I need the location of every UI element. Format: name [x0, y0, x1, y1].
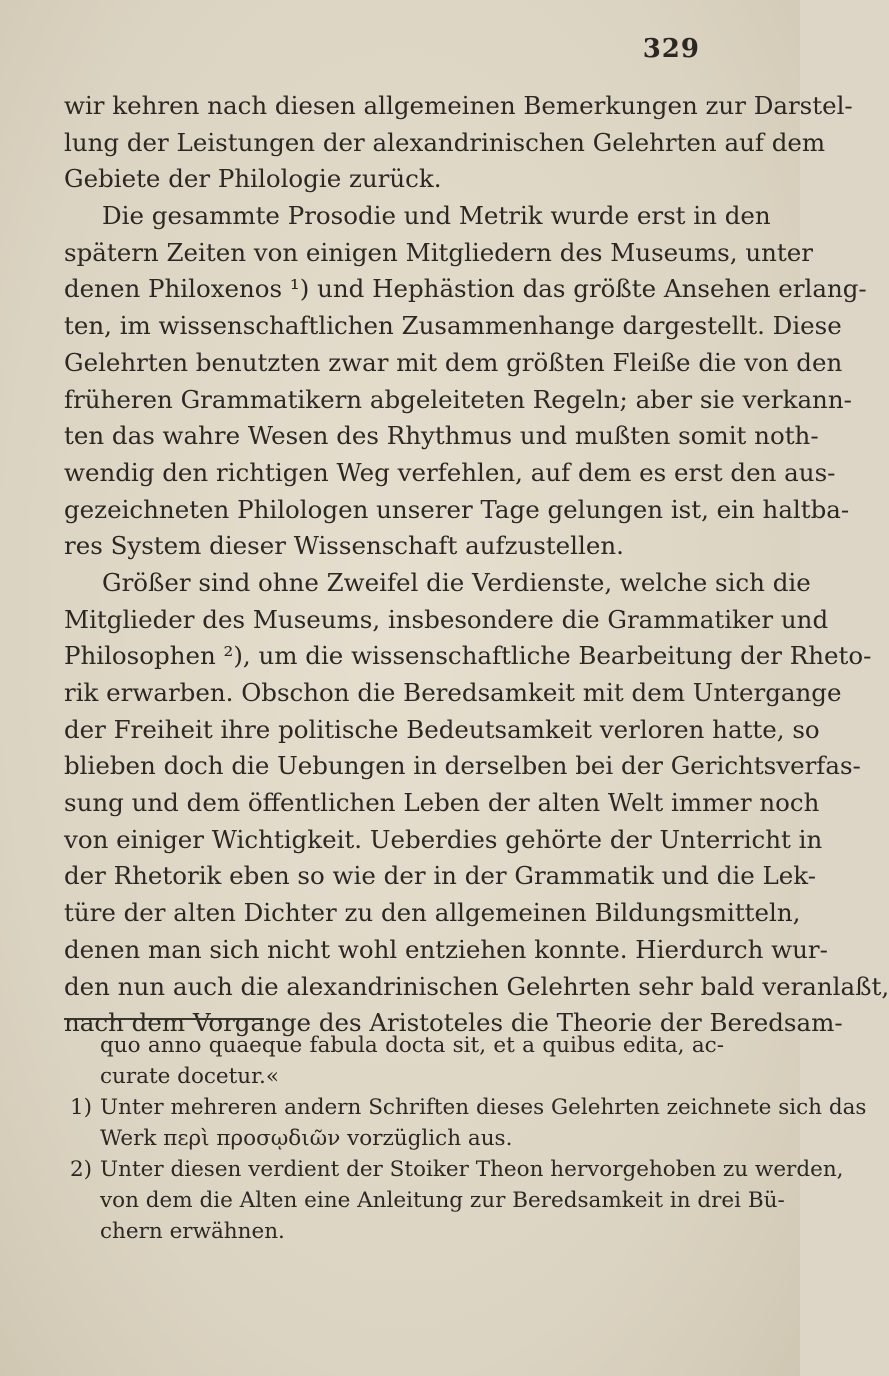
text-line: spätern Zeiten von einigen Mitgliedern des Museums, unter — [64, 237, 813, 267]
text-line: ten, im wissenschaftlichen Zusammenhange dargestellt. Diese — [64, 311, 842, 341]
text-line: sung und dem öffentlichen Leben der alten Welt immer noch — [64, 788, 820, 818]
footnote-line — [64, 1185, 785, 1216]
text-line: früheren Grammatikern abgeleiteten Regeln; aber sie verkann- — [64, 384, 852, 414]
footnote-line — [64, 1216, 724, 1247]
text-line: der Rhetorik eben so wie der in der Grammatik und die Lek- — [64, 861, 816, 891]
text-line: nach dem Vorgange des Aristoteles die Theorie der Beredsam- — [64, 1008, 843, 1038]
text-line: Die gesammte Prosodie und Metrik wurde erst in den — [102, 201, 771, 231]
footnote-text: Unter mehreren andern Schriften dieses Gelehrten zeichnete sich das — [100, 1095, 867, 1120]
footnote-text: curate docetur.« — [100, 1064, 280, 1089]
text-line: gezeichneten Philologen unserer Tage gelungen ist, ein haltba- — [64, 494, 850, 524]
footnote-line — [64, 1030, 724, 1061]
text-line: Gebiete der Philologie zurück. — [64, 164, 442, 194]
text-line: den nun auch die alexandrinischen Gelehrten sehr bald veranlaßt, — [64, 971, 889, 1001]
footnotes — [64, 1030, 867, 1247]
footnote-line — [64, 1092, 867, 1123]
footnote-line — [64, 1123, 724, 1154]
footnote-line — [64, 1061, 724, 1092]
text-line: Mitglieder des Museums, insbesondere die Grammatiker und — [64, 604, 829, 634]
text-line: von einiger Wichtigkeit. Ueberdies gehörte der Unterricht in — [64, 824, 823, 854]
text-line: rik erwarben. Obschon die Beredsamkeit mit dem Untergange — [64, 678, 842, 707]
text-line: denen man sich nicht wohl entziehen konnte. Hierdurch wur- — [64, 934, 828, 964]
footnote-text: quo anno quaeque fabula docta sit, et a quibus edita, ac- — [100, 1033, 724, 1058]
text-line: Philosophen ²), um die wissenschaftliche Bearbeitung der Rheto- — [64, 641, 872, 671]
page-number: 329 — [642, 34, 700, 64]
footnote-marker: 1) — [70, 1095, 93, 1120]
footnote-text: chern erwähnen. — [100, 1219, 285, 1244]
footnote-text: von dem die Alten eine Anleitung zur Beredsamkeit in drei Bü- — [100, 1188, 785, 1213]
footnote-line — [64, 1154, 844, 1185]
text-line: türe der alten Dichter zu den allgemeinen Bildungsmitteln, — [64, 898, 801, 928]
text-line: lung der Leistungen der alexandrinischen Gelehrten auf dem — [64, 127, 826, 157]
text-line: res System dieser Wissenschaft aufzustellen. — [64, 531, 624, 561]
footnote-divider — [64, 1018, 264, 1020]
text-line: wendig den richtigen Weg verfehlen, auf dem es erst den aus- — [64, 457, 836, 487]
text-line: Gelehrten benutzten zwar mit dem größten Fleiße die von den — [64, 347, 843, 377]
footnote-text: Werk περὶ προσῳδιῶν vorzüglich aus. — [100, 1126, 513, 1151]
footnote-marker: 2) — [70, 1157, 93, 1182]
text-line: blieben doch die Uebungen in derselben bei der Gerichtsverfas- — [64, 751, 861, 781]
footnote-text: Unter diesen verdient der Stoiker Theon hervorgehoben zu werden, — [100, 1157, 844, 1182]
text-line: ten das wahre Wesen des Rhythmus und mußten somit noth- — [64, 421, 819, 451]
text-line: denen Philoxenos ¹) und Hephästion das größte Ansehen erlang- — [64, 274, 867, 304]
text-line: wir kehren nach diesen allgemeinen Bemerkungen zur Darstel- — [64, 91, 853, 120]
text-line: der Freiheit ihre politische Bedeutsamkeit verloren hatte, so — [64, 714, 820, 744]
text-line: Größer sind ohne Zweifel die Verdienste, welche sich die — [102, 567, 811, 597]
main-text — [64, 88, 889, 1042]
